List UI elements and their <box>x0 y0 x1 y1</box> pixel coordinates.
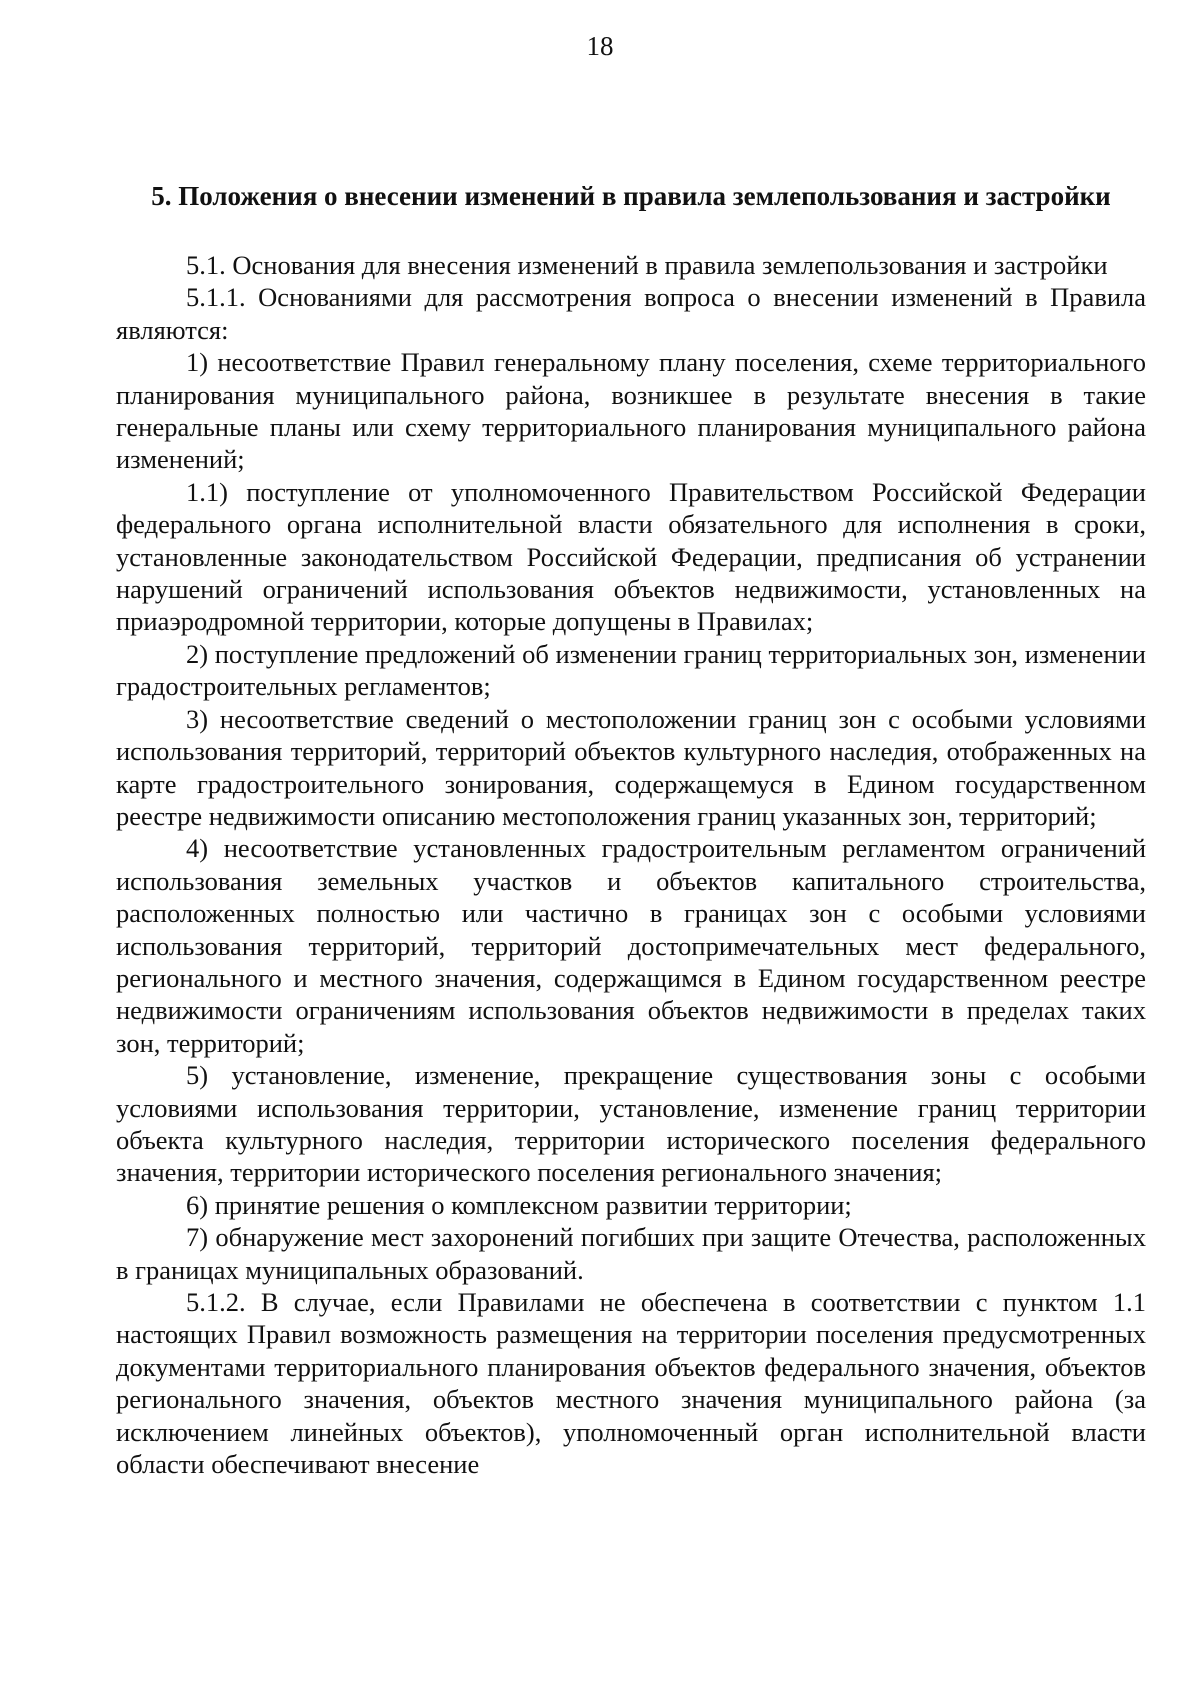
clause-5-1-2: 5.1.2. В случае, если Правилами не обеспечена в соответствии с пунктом 1.1 настоящих Правил возможность размещения на территории поселения предусмотренных документами территориального планирования объектов федерального значения, объектов регионального значения, объектов местного значения муниципального района (за исключением линейных объектов), уполномоченный орган исполнительной власти области обеспечивают внесение <box>116 1287 1146 1480</box>
list-item-1-1: 1.1) поступление от уполномоченного Правительством Российской Федерации федерального органа исполнительной власти обязательного для исполнения в сроки, установленные законодательством Российской Федерации, предписания об устранении нарушений ограничений использования объектов недвижимости, установленных на приаэродромной территории, которые допущены в Правилах; <box>116 476 1146 637</box>
document-body <box>116 249 1146 1480</box>
list-item-3: 3) несоответствие сведений о местоположении границ зон с особыми условиями использования территорий, территорий объектов культурного наследия, отображенных на карте градостроительного зонирования, содержащемуся в Едином государственном реестре недвижимости описанию местоположения границ указанных зон, территорий; <box>116 703 1146 831</box>
list-item-2: 2) поступление предложений об изменении границ территориальных зон, изменении градостроительных регламентов; <box>116 638 1146 702</box>
list-item-6: 6) принятие решения о комплексном развитии территории; <box>186 1189 852 1220</box>
page-number: 18 <box>586 31 614 61</box>
list-item-7: 7) обнаружение мест захоронений погибших при защите Отечества, расположенных в границах муниципальных образований. <box>116 1222 1146 1285</box>
section-title: 5. Положения о внесении изменений в правила землепользования и застройки <box>151 181 1111 211</box>
list-item-4: 4) несоответствие установленных градостроительным регламентом ограничений использования земельных участков и объектов капитального строительства, расположенных полностью или частично в границах зон с особыми условиями использования территорий, территорий достопримечательных мест федерального, регионального и местного значения, содержащимся в Едином государственном реестре недвижимости ограничениям использования объектов недвижимости в пределах таких зон, территорий; <box>116 833 1146 1058</box>
list-item-5: 5) установление, изменение, прекращение существования зоны с особыми условиями использования территории, установление, изменение границ территории объекта культурного наследия, территории исторического поселения федерального значения, территории исторического поселения регионального значения; <box>116 1060 1146 1188</box>
list-item-1: 1) несоответствие Правил генеральному плану поселения, схеме территориального планирования муниципального района, возникшее в результате внесения в такие генеральные планы или схему территориального планирования муниципального района изменений; <box>116 347 1146 475</box>
subsection-heading-5-1: 5.1. Основания для внесения изменений в правила землепользования и застройки <box>186 250 1108 280</box>
clause-5-1-1: 5.1.1. Основаниями для рассмотрения вопроса о внесении изменений в Правила являются: <box>116 282 1146 345</box>
